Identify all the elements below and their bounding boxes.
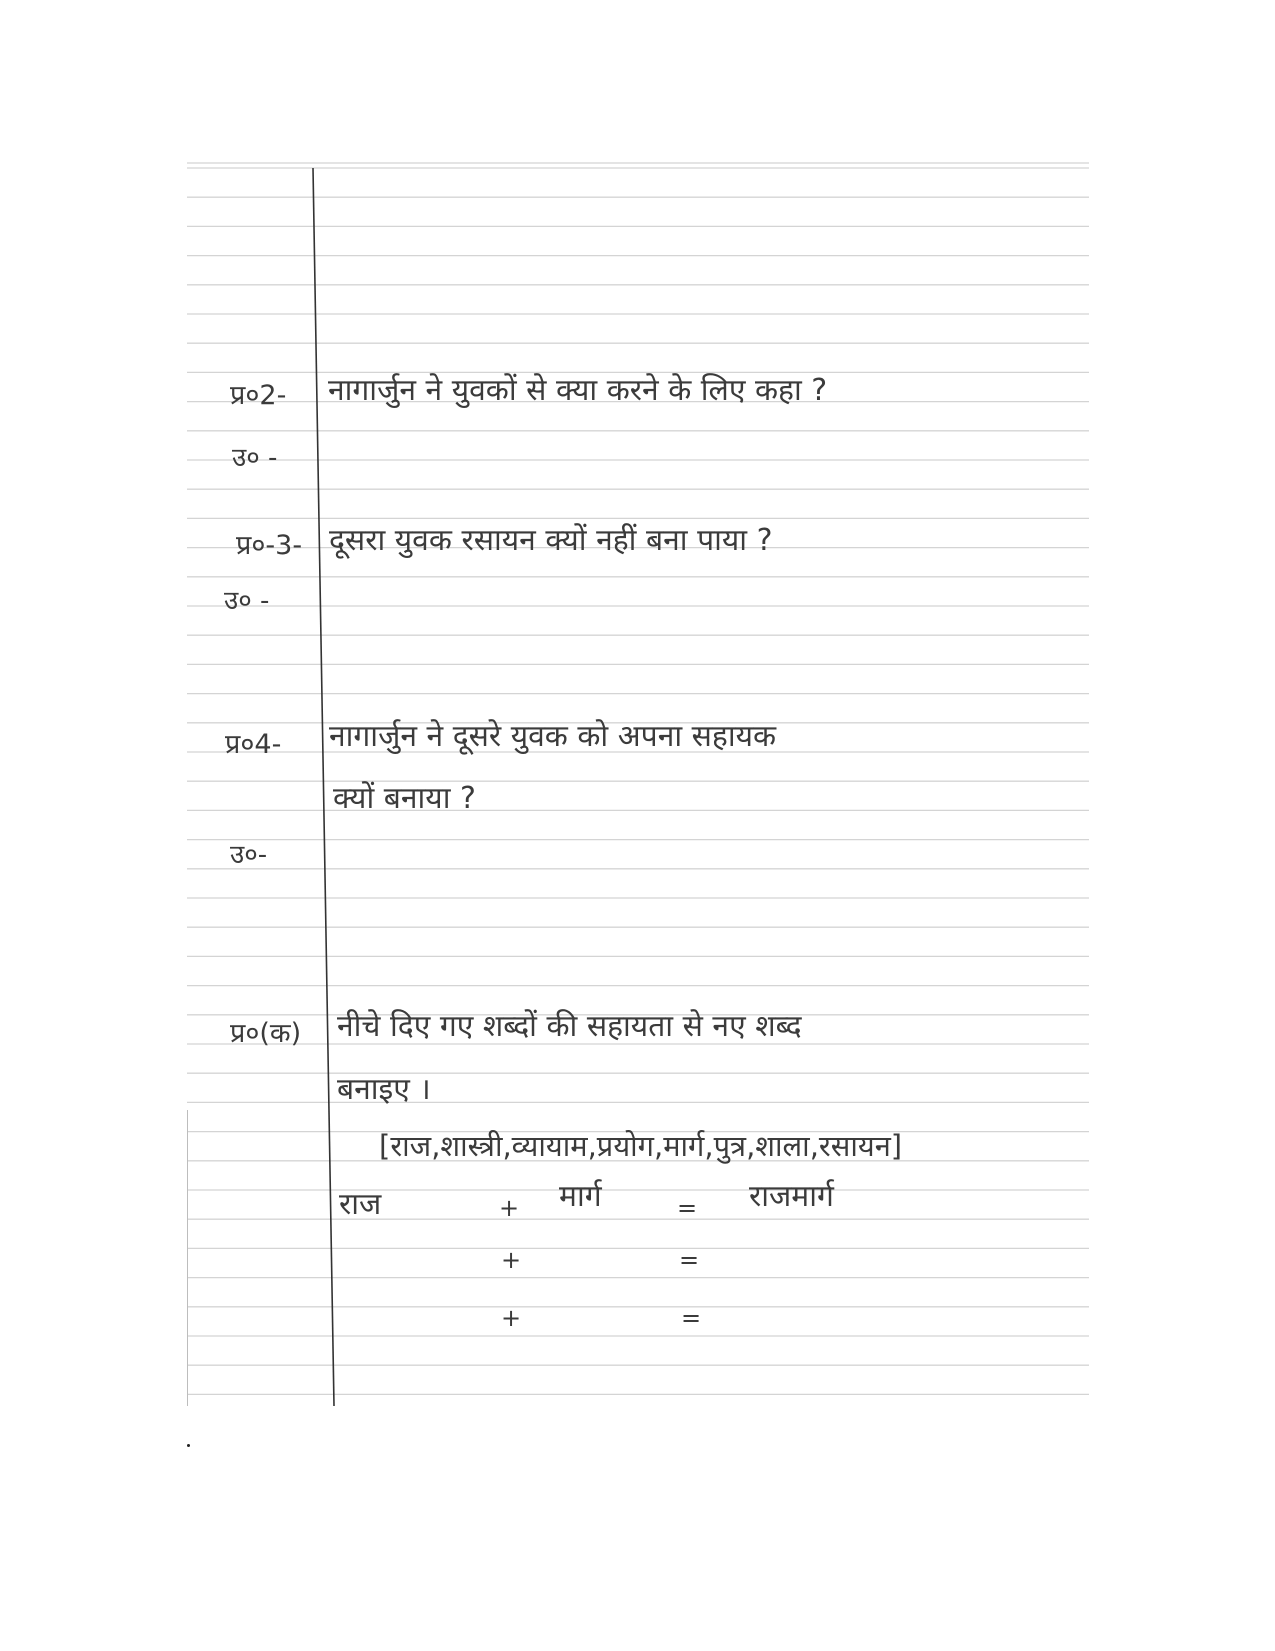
q4-text-line2: क्यों बनाया ? (333, 781, 476, 816)
q3-label: प्र०-3- (236, 530, 303, 561)
qk-word-bank: [राज,शास्त्री,व्यायाम,प्रयोग,मार्ग,पुत्र,शाला,रसायन] (379, 1129, 903, 1163)
blank-row-2-equals: = (681, 1304, 702, 1332)
blank-row-2-plus: + (501, 1304, 522, 1332)
blank-row-1-plus: + (501, 1246, 522, 1274)
notebook-sheet (187, 160, 1089, 1406)
q3-text: दूसरा युवक रसायन क्यों नहीं बना पाया ? (329, 523, 773, 558)
q4-answer-label: उ०- (230, 840, 268, 870)
qk-text-line2: बनाइए । (337, 1072, 431, 1107)
q3-answer-label: उ० - (224, 586, 270, 616)
q2-label: प्र०2- (230, 380, 287, 411)
example-plus: + (499, 1194, 520, 1222)
qk-text-line1: नीचे दिए गए शब्दों की सहायता से नए शब्द (337, 1009, 802, 1044)
margin-line (313, 168, 334, 1406)
q4-label: प्र०4- (225, 729, 282, 760)
q2-text: नागार्जुन ने युवकों से क्या करने के लिए कहा ? (328, 373, 828, 408)
qk-label: प्र०(क) (230, 1018, 302, 1049)
example-result: राजमार्ग (749, 1179, 834, 1214)
example-equals: = (677, 1194, 698, 1222)
ruled-lines (187, 160, 1089, 1406)
q4-text-line1: नागार्जुन ने दूसरे युवक को अपना सहायक (329, 719, 777, 754)
example-left-word: राज (339, 1187, 382, 1222)
example-right-word: मार्ग (559, 1179, 602, 1214)
blank-row-1-equals: = (679, 1246, 700, 1274)
stray-dot-mark (187, 1444, 190, 1447)
q2-answer-label: उ० - (232, 443, 278, 473)
